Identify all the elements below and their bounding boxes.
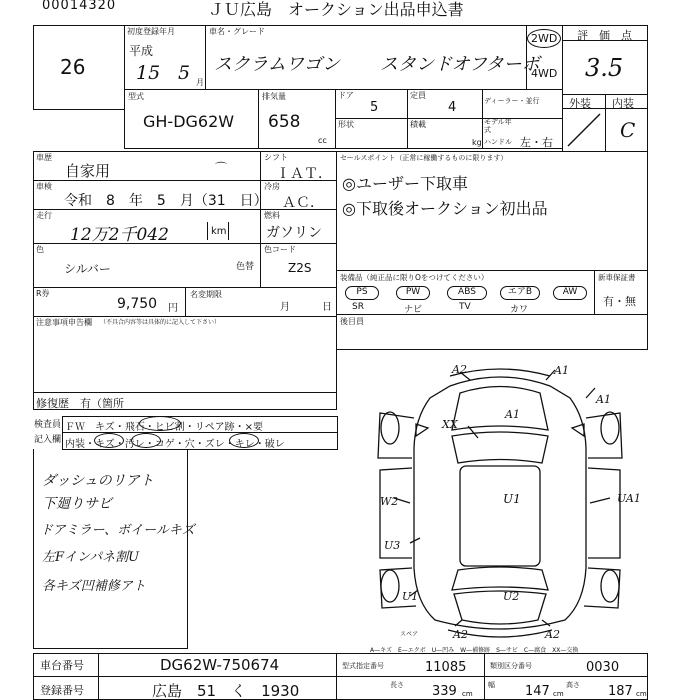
chassis-value: DG62W-750674 bbox=[160, 656, 280, 674]
length-label: 長さ bbox=[390, 681, 404, 689]
legend-row-2: 内装・キズ・汚レ・コゲ・穴・ズレ・キレ・破レ bbox=[65, 439, 285, 450]
remark-2: 下廻りサビ bbox=[42, 496, 112, 512]
mark-u3: U3 bbox=[384, 539, 401, 552]
shift-label: シフト bbox=[264, 153, 288, 162]
name-change-month: 月 bbox=[280, 302, 290, 313]
equip-airbag: エアB bbox=[500, 286, 540, 300]
equip-leather: カワ bbox=[510, 305, 529, 315]
length-value: 339 bbox=[432, 684, 457, 699]
remark-4: 左Fインパネ割U bbox=[42, 550, 140, 565]
chassis-label: 車台番号 bbox=[40, 659, 84, 672]
entry-label: 記入欄 bbox=[34, 435, 62, 445]
color-code: Z2S bbox=[288, 261, 312, 275]
notes-label: 注意事項申告欄 bbox=[36, 318, 92, 327]
mark-a1-front-right: A1 bbox=[596, 393, 611, 406]
height-value: 187 bbox=[608, 684, 633, 699]
color-value: シルバー bbox=[64, 262, 111, 276]
displacement-label: 排気量 bbox=[262, 92, 286, 101]
sales-label: セールスポイント（正常に稼働するものに限ります） bbox=[340, 154, 508, 162]
height-unit: cm bbox=[636, 690, 647, 698]
model-code-label: 型式 bbox=[128, 92, 144, 101]
equipment-label: 装備品（純正品に限りOをつけてください） bbox=[340, 273, 489, 282]
mark-a2-rear-left: A2 bbox=[453, 628, 468, 641]
handle: 左・右 bbox=[520, 136, 553, 149]
usage-label: 車歴 bbox=[36, 153, 52, 162]
fuel-value: ガソリン bbox=[266, 225, 322, 241]
mark-a2-top: A2 bbox=[452, 363, 467, 376]
car-name-label: 車名・グレード bbox=[209, 27, 265, 36]
mark-a1-top: A1 bbox=[554, 364, 569, 377]
circle-scratch bbox=[94, 433, 124, 448]
equip-aw: AW bbox=[553, 286, 587, 300]
circle-chip bbox=[139, 416, 181, 431]
repair-label: 修復歴 有（箇所 bbox=[36, 397, 124, 410]
equip-ps: PS bbox=[345, 286, 379, 300]
equip-tv: TV bbox=[459, 302, 471, 312]
notes-sublabel: （不具合内容等は具体的に記入して下さい） bbox=[100, 319, 221, 326]
circle-shift bbox=[229, 433, 259, 448]
score-value: 3.5 bbox=[585, 54, 624, 82]
color-code-label: 色コード bbox=[264, 245, 296, 254]
mark-u1-roof: U1 bbox=[503, 492, 521, 506]
fuel-label: 燃料 bbox=[264, 211, 280, 220]
mark-ua1: UA1 bbox=[617, 492, 641, 505]
capacity-label: 定員 bbox=[410, 91, 426, 100]
interior-label: 内装 bbox=[612, 97, 634, 110]
mark-xx: XX bbox=[442, 418, 458, 431]
mark-u2: U2 bbox=[503, 590, 520, 603]
capacity: 4 bbox=[448, 100, 457, 115]
doors: 5 bbox=[370, 100, 379, 115]
after-label: 後目員 bbox=[340, 317, 364, 326]
remark-3: ドアミラー、ボイールキズ bbox=[40, 523, 195, 538]
legend-row-1: ＦＷ キズ・飛石・ヒビ割・リペア跡・×要 bbox=[65, 422, 263, 433]
mark-a1-hood: A1 bbox=[505, 408, 520, 421]
era-label: 平成 bbox=[129, 44, 154, 58]
interior-grade: C bbox=[620, 118, 636, 142]
reg-year: 15 bbox=[136, 62, 161, 84]
form-title: ＪＵ広島 オークション出品申込書 bbox=[208, 0, 464, 19]
equip-pw: PW bbox=[396, 286, 430, 300]
class-num-label: 類別区分番号 bbox=[490, 662, 532, 670]
drive-4wd: 4WD bbox=[531, 67, 558, 80]
reg-date-label: 初度登録年月 bbox=[127, 27, 175, 36]
class-num: 0030 bbox=[586, 660, 620, 675]
width-unit: cm bbox=[553, 690, 564, 698]
warranty-label: 新車保証書 bbox=[598, 273, 636, 282]
kg-unit: kg bbox=[472, 138, 482, 147]
plate-value: 広島 51 く 1930 bbox=[152, 682, 300, 700]
type-num-label: 型式指定番号 bbox=[342, 662, 384, 670]
width-label: 幅 bbox=[488, 681, 495, 689]
height-label: 高さ bbox=[566, 681, 580, 689]
remark-5: 各キズ凹補修アト bbox=[42, 579, 146, 594]
lot-number: 26 bbox=[60, 55, 86, 79]
doors-label: ドア bbox=[338, 91, 354, 100]
exterior-label: 外装 bbox=[569, 97, 591, 110]
km-unit: km bbox=[211, 226, 227, 237]
shape-label: 形状 bbox=[338, 120, 354, 129]
circle-stain bbox=[131, 433, 161, 448]
mark-a2-rear-right: A2 bbox=[545, 628, 560, 641]
ac-value: ＡＣ． bbox=[282, 195, 324, 211]
recycle-value: 9,750 bbox=[117, 296, 158, 312]
score-label: 評 価 点 bbox=[577, 29, 632, 42]
equip-abs: ABS bbox=[447, 286, 487, 300]
name-change-day: 日 bbox=[322, 302, 332, 313]
recycle-label: R券 bbox=[36, 289, 50, 298]
usage-mark: ⌒ bbox=[215, 161, 228, 175]
inspection-value: 令和 8 年 5 月（31 日） bbox=[64, 193, 268, 209]
equip-navi: ナビ bbox=[404, 305, 423, 315]
length-unit: cm bbox=[462, 690, 473, 698]
top-code: 00014320 bbox=[42, 0, 117, 13]
cc-unit: cc bbox=[318, 136, 327, 145]
sales-point-1: ◎ユーザー下取車 bbox=[342, 174, 468, 193]
warranty-value: 有・無 bbox=[603, 295, 636, 308]
remark-1: ダッシュのリアト bbox=[42, 473, 154, 489]
exterior-slash bbox=[566, 112, 602, 148]
equip-sr: SR bbox=[352, 302, 364, 312]
load-label: 積載 bbox=[410, 120, 426, 129]
model-year-label: モデル年式 bbox=[484, 118, 512, 134]
car-name: スクラムワゴン bbox=[214, 54, 340, 75]
mark-w2: W2 bbox=[380, 495, 399, 508]
plate-label: 登録番号 bbox=[40, 684, 84, 697]
width-value: 147 bbox=[525, 684, 550, 699]
car-grade: スタンドオフターボ bbox=[380, 54, 540, 75]
spare-label: スペア bbox=[400, 631, 419, 638]
mileage-value: 12万2千042 bbox=[70, 225, 169, 245]
yen-unit: 円 bbox=[168, 303, 178, 314]
type-num: 11085 bbox=[425, 660, 467, 675]
shift-value: ＩＡＴ． bbox=[276, 166, 332, 182]
month-unit: 月 bbox=[196, 78, 204, 87]
handle-label: ハンドル bbox=[484, 138, 512, 146]
damage-key-legend: A—キズ E—エクボ U—凹み W—補修跡 S—サビ C—腐食 XX—交換 bbox=[370, 647, 579, 654]
sales-point-2: ◎下取後オークション初出品 bbox=[342, 199, 548, 218]
model-code: GH-DG62W bbox=[143, 112, 235, 131]
color-label: 色 bbox=[36, 245, 44, 254]
insp-label: 検査員 bbox=[34, 420, 62, 430]
dealer-label: ディーラー・並行 bbox=[484, 97, 540, 105]
usage-value: 自家用 bbox=[65, 162, 111, 180]
name-change-label: 名変期限 bbox=[190, 290, 222, 299]
displacement: 658 bbox=[268, 112, 301, 132]
drive-2wd: 2WD bbox=[531, 32, 558, 45]
inspection-label: 車検 bbox=[36, 182, 52, 191]
mileage-label: 走行 bbox=[36, 211, 52, 220]
ac-label: 冷房 bbox=[264, 182, 280, 191]
reg-month: 5 bbox=[178, 62, 191, 84]
after-box bbox=[336, 314, 648, 350]
repaint-label: 色替 bbox=[236, 262, 255, 272]
mark-u1-rear: U1 bbox=[402, 590, 419, 603]
